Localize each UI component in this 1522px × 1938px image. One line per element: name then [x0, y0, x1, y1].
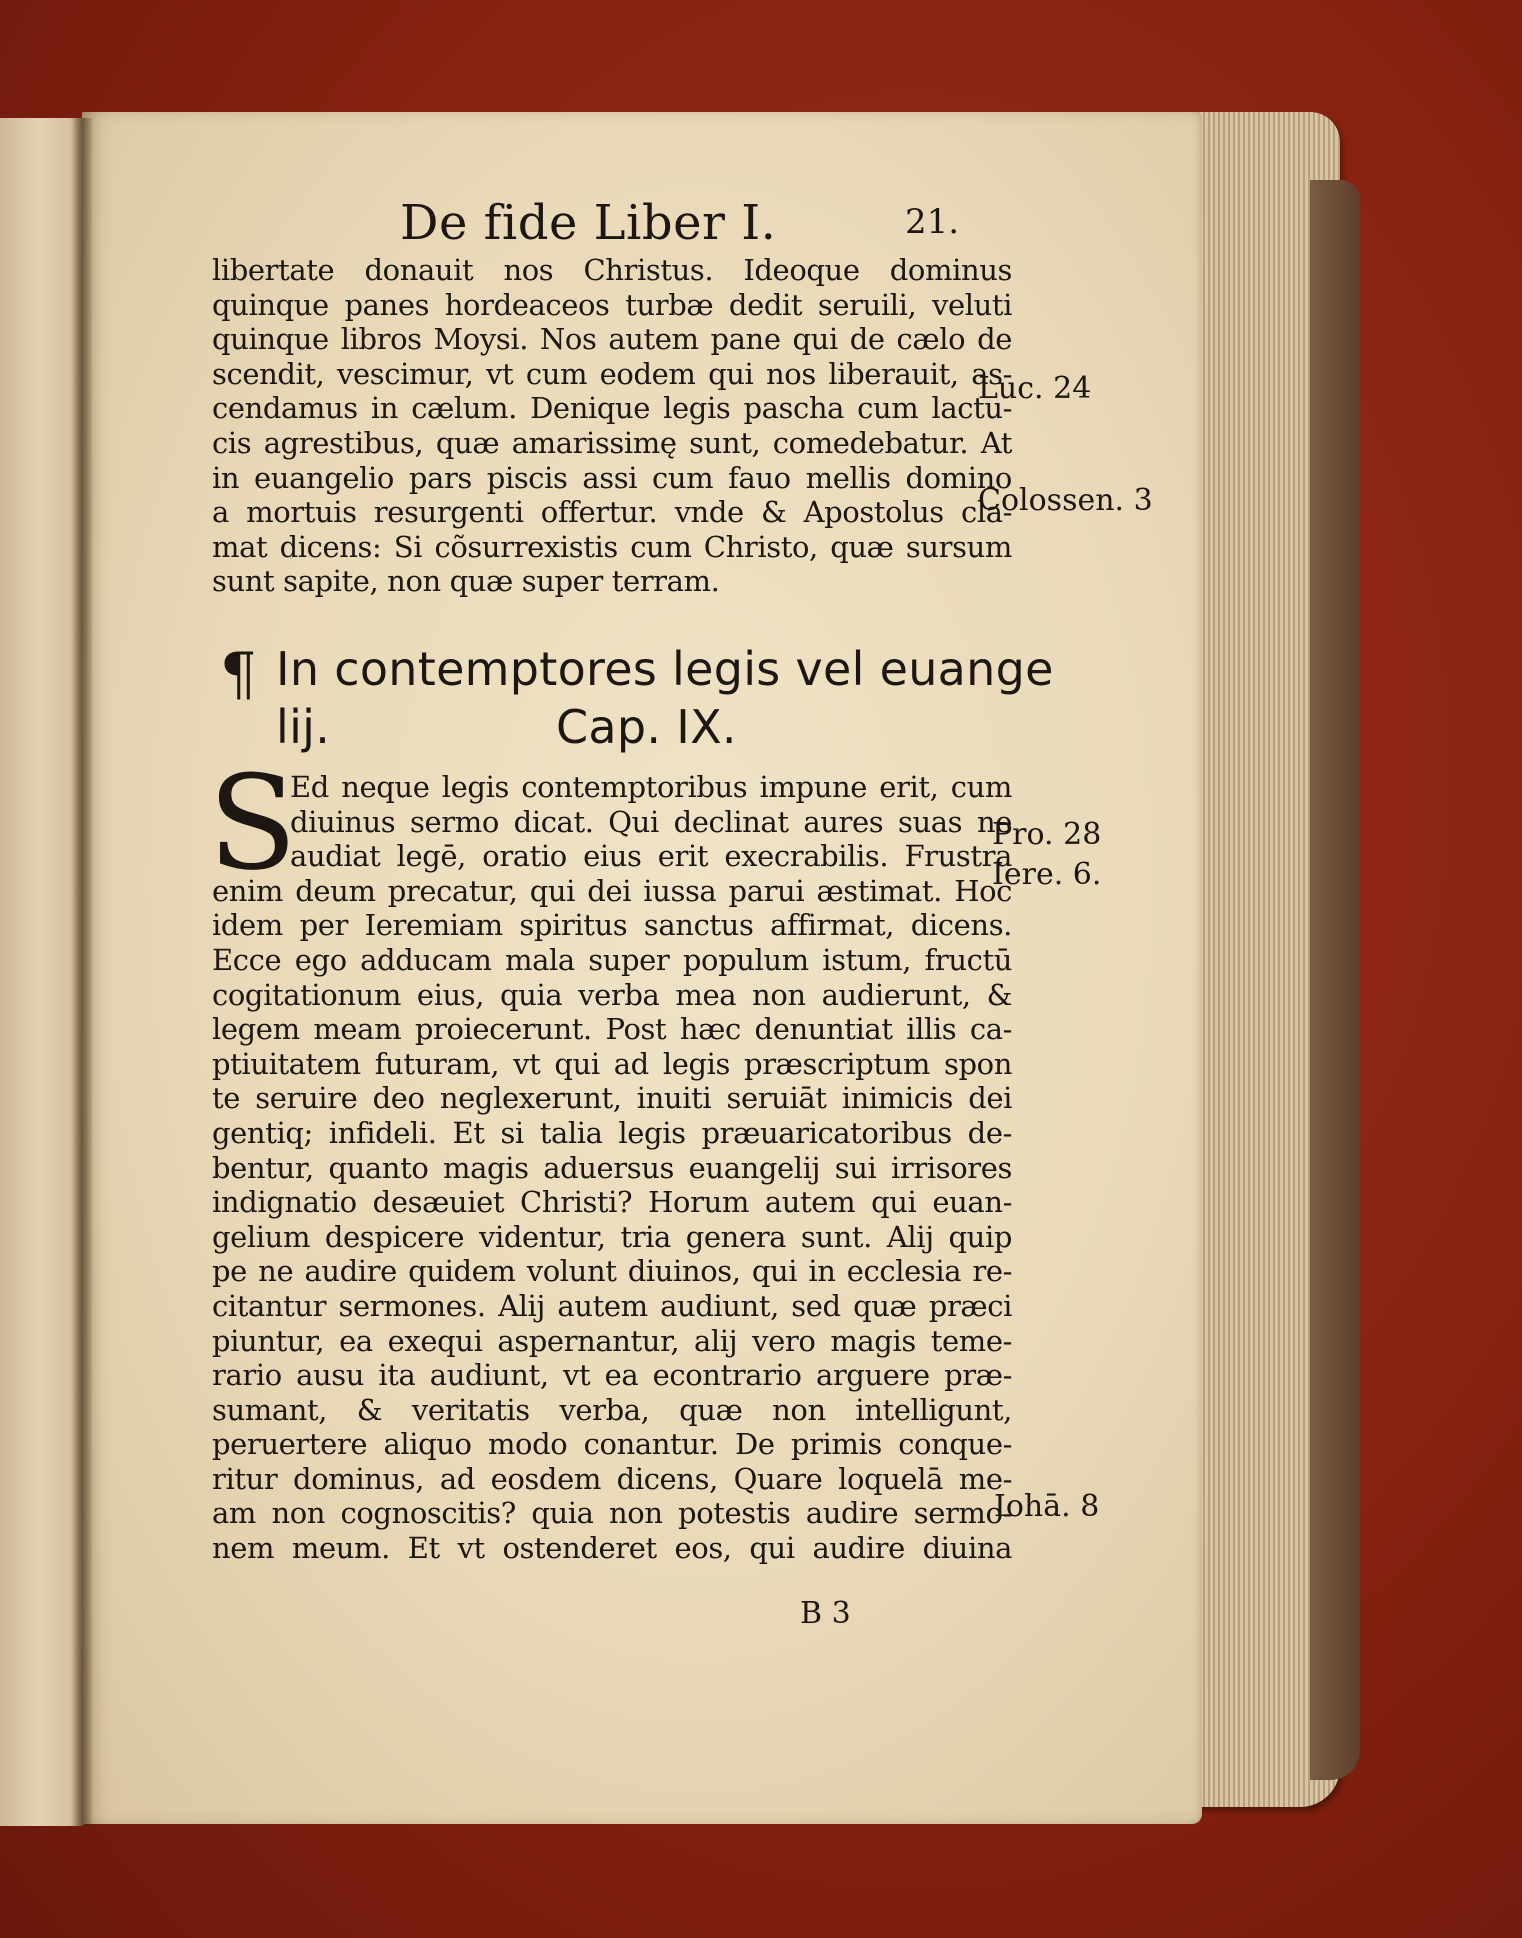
page-edges-shadow [1310, 180, 1360, 1780]
text-line: te seruire deo neglexerunt, inuiti seruiāt inimicis dei [212, 1081, 1012, 1116]
chapter-heading [220, 640, 1054, 756]
text-line: sunt sapite, non quæ super terram. [212, 564, 720, 599]
text-line: am non cognoscitis? quia non potestis audire sermo- [212, 1496, 1012, 1531]
text-line: diuinus sermo dicat. Qui declinat aures suas ne [290, 804, 1012, 839]
text-block-main [212, 874, 1012, 1566]
running-header [0, 196, 1010, 256]
chapter-number: Cap. IX. [556, 700, 737, 754]
page-number: 21. [905, 202, 960, 242]
text-line: a mortuis resurgenti offertur. vnde & Apostolus cla- [212, 495, 1012, 530]
chapter-title-line-2 [276, 698, 976, 756]
text-line: ptiuitatem futuram, vt qui ad legis præscriptum spon [212, 1046, 1012, 1081]
text-line: pe ne audire quidem volunt diuinos, qui in ecclesia re- [212, 1254, 1012, 1289]
text-line: sumant, & veritatis verba, quæ non intelligunt, [212, 1392, 1012, 1427]
signature-mark: B 3 [800, 1596, 851, 1631]
text-line: enim deum precatur, qui dei iussa parui æstimat. Hoc [212, 873, 1012, 908]
chapter-title-line-1: In contemptores legis vel euange [276, 642, 1054, 696]
text-line: mat dicens: Si cõsurrexistis cum Christo, quæ sursum [212, 529, 1012, 564]
text-line: idem per Ieremiam spiritus sanctus affirmat, dicens. [212, 908, 1012, 943]
text-line: nem meum. Et vt ostenderet eos, qui audire diuina [212, 1531, 1012, 1566]
text-line: Ecce ego adducam mala super populum istum, fructū [212, 942, 1012, 977]
text-line: bentur, quanto magis aduersus euangelij sui irrisores [212, 1150, 1012, 1185]
chapter-title-continuation: lij. [276, 700, 331, 754]
margin-note-ioha: Iohā. 8 [994, 1489, 1100, 1524]
text-line: quinque libros Moysi. Nos autem pane qui de cælo de [212, 322, 1012, 357]
drop-cap: S [208, 747, 298, 899]
text-line: quinque panes hordeaceos turbæ dedit seruili, veluti [212, 287, 1012, 322]
text-line: citantur sermones. Alij autem audiunt, sed quæ præci [212, 1288, 1012, 1323]
margin-note-iere: Iere. 6. [992, 857, 1102, 892]
text-line: gelium despicere videntur, tria genera sunt. Alij quip [212, 1219, 1012, 1254]
text-line: Ed neque legis contemptoribus impune erit, cum [290, 770, 1012, 804]
text-line: indignatio desæuiet Christi? Horum autem qui euan- [212, 1185, 1012, 1220]
text-line: cendamus in cælum. Denique legis pascha cum lactu- [212, 391, 1012, 426]
text-line: scendit, vescimur, vt cum eodem qui nos liberauit, as- [212, 356, 1012, 391]
text-line: cis agrestibus, quæ amarissimę sunt, comedebatur. At [212, 425, 1012, 460]
margin-note-luc: Luc. 24 [978, 371, 1092, 406]
margin-note-pro: Pro. 28 [992, 817, 1102, 852]
text-line: ritur dominus, ad eosdem dicens, Quare loquelā me- [212, 1461, 1012, 1496]
text-line: in euangelio pars piscis assi cum fauo mellis domino [212, 460, 1012, 495]
text-line: peruertere aliquo modo conantur. De primis conque- [212, 1427, 1012, 1462]
gutter-shadow [72, 118, 92, 1826]
margin-note-coloss: Colossen. 3 [978, 483, 1153, 518]
running-head-title: De fide Liber I. [400, 195, 777, 251]
text-line: piuntur, ea exequi aspernantur, alij vero magis teme- [212, 1323, 1012, 1358]
text-block-top [212, 253, 1012, 599]
text-line: cogitationum eius, quia verba mea non audierunt, & [212, 977, 1012, 1012]
text-line: gentiq; infideli. Et si talia legis præuaricatoribus de- [212, 1115, 1012, 1150]
text-block-dropcap [290, 770, 1012, 874]
text-line: audiat legē, oratio eius erit execrabilis. Frustra [290, 839, 1012, 874]
text-line: legem meam proiecerunt. Post hæc denuntiat illis ca- [212, 1012, 1012, 1047]
pilcrow-mark: ¶ [220, 640, 257, 708]
text-line: libertate donauit nos Christus. Ideoque dominus [212, 253, 1012, 287]
text-line: rario ausu ita audiunt, vt ea econtrario arguere præ- [212, 1358, 1012, 1393]
